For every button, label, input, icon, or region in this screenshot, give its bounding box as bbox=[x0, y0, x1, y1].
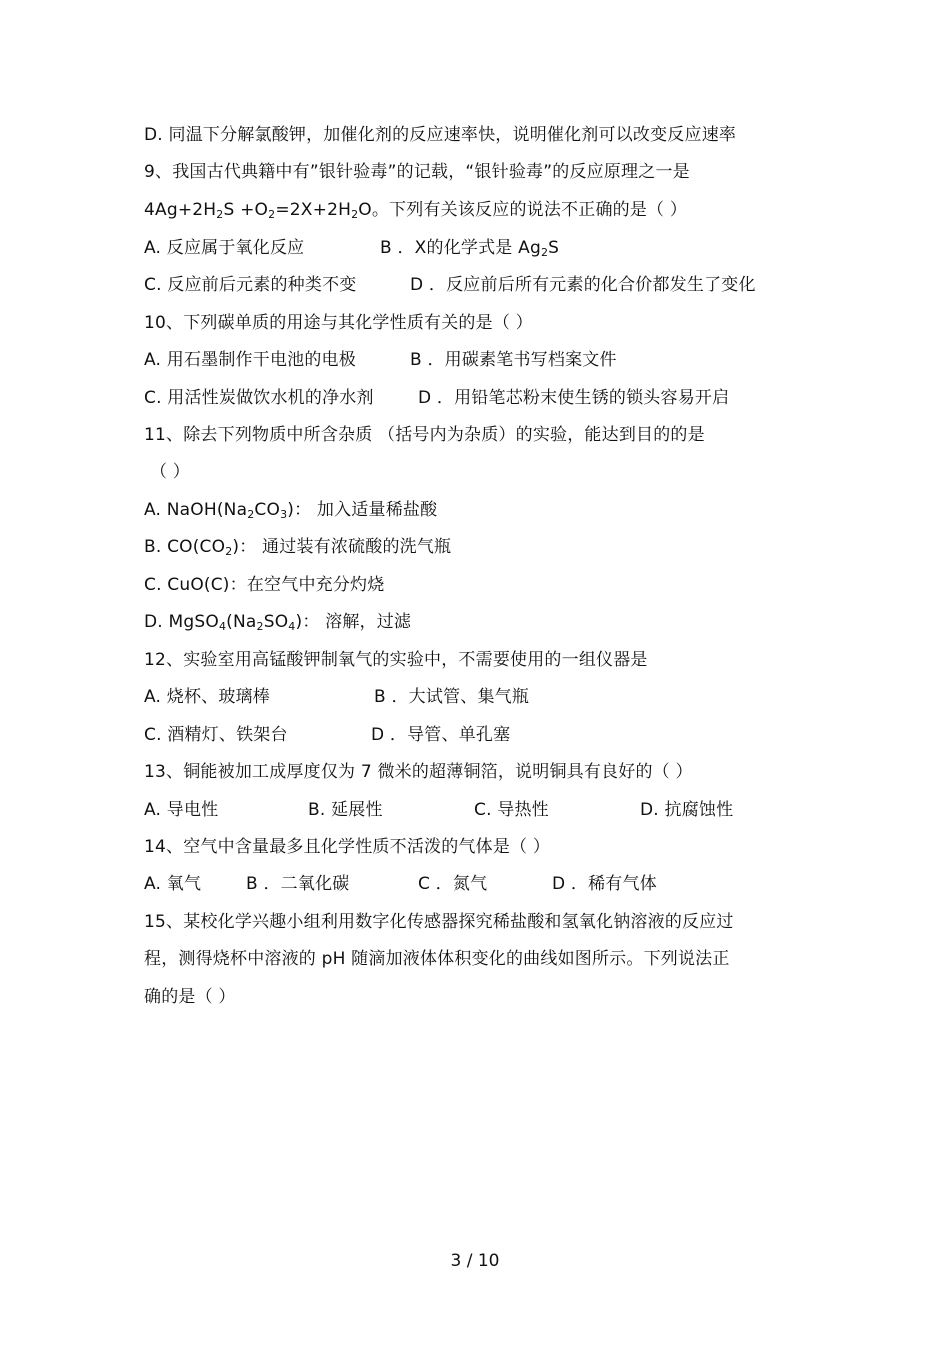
q11-option-d-part: SO bbox=[263, 612, 289, 632]
q10-option-c: C. 用活性炭做饮水机的净水剂 bbox=[144, 388, 374, 408]
q9-option-b bbox=[380, 237, 559, 264]
q9-eq-part: 4Ag+2H bbox=[144, 200, 217, 220]
q11-option-a-sub: 2 bbox=[247, 508, 255, 521]
q11-option-d-sub: 2 bbox=[256, 620, 264, 633]
q11-option-d-part: D. MgSO bbox=[144, 612, 219, 632]
q9-option-b-sub: 2 bbox=[540, 246, 549, 259]
q12-option-d: D ．导管、单孔塞 bbox=[371, 725, 511, 745]
q13-option-c: C. 导热性 bbox=[474, 800, 549, 820]
q14-option-c: C ．氮气 bbox=[418, 874, 488, 894]
q12-stem: 12、实验室用高锰酸钾制氧气的实验中，不需要使用的一组仪器是 bbox=[144, 650, 648, 670]
q14-stem: 14、空气中含量最多且化学性质不活泼的气体是（ ） bbox=[144, 837, 551, 857]
q11-option-d-sub: 4 bbox=[218, 620, 227, 633]
q10-stem: 10、下列碳单质的用途与其化学性质有关的是（ ） bbox=[144, 313, 533, 333]
q11-option-b-part: B. CO(CO bbox=[144, 537, 226, 557]
q11-option-a-part: )： 加入适量稀盐酸 bbox=[287, 500, 438, 520]
q14-option-a: A. 氧气 bbox=[144, 874, 202, 894]
q9-eq-sub: 2 bbox=[268, 208, 276, 221]
q11-stem: 11、除去下列物质中所含杂质 （括号内为杂质）的实验，能达到目的的是 bbox=[144, 425, 705, 445]
q13-option-b: B. 延展性 bbox=[308, 800, 383, 820]
q8-option-d: D. 同温下分解氯酸钾，加催化剂的反应速率快，说明催化剂可以改变反应速率 bbox=[144, 125, 737, 145]
q11-option-d-sub: 4 bbox=[288, 620, 296, 633]
q9-option-b-text: B ．X的化学式是 Ag bbox=[380, 238, 541, 258]
q9-option-a: A. 反应属于氧化反应 bbox=[144, 238, 305, 258]
q13-option-d: D. 抗腐蚀性 bbox=[640, 800, 734, 820]
q10-option-a: A. 用石墨制作干电池的电极 bbox=[144, 350, 356, 370]
q10-option-d: D ．用铅笔芯粉末使生锈的锁头容易开启 bbox=[418, 388, 730, 408]
q9-stem-line2 bbox=[144, 199, 687, 226]
page-number: 3 / 10 bbox=[450, 1251, 500, 1271]
q15-stem-line2: 程，测得烧杯中溶液的 pH 随滴加液体体积变化的曲线如图所示。下列说法正 bbox=[144, 949, 730, 969]
q9-option-d: D ．反应前后所有元素的化合价都发生了变化 bbox=[410, 275, 756, 295]
q11-option-a-part: A. NaOH(Na bbox=[144, 500, 248, 520]
q11-option-b bbox=[144, 536, 451, 563]
q14-option-d: D ．稀有气体 bbox=[552, 874, 657, 894]
q14-option-b: B ．二氧化碳 bbox=[246, 874, 350, 894]
q9-option-b-end: S bbox=[548, 238, 560, 258]
q9-eq-part: O。下列有关该反应的说法不正确的是（ ） bbox=[358, 200, 688, 220]
q9-stem-line1: 9、我国古代典籍中有”银针验毒”的记载，“银针验毒”的反应原理之一是 bbox=[144, 162, 690, 182]
q9-eq-part: =2X+2H bbox=[275, 200, 352, 220]
q11-option-d bbox=[144, 611, 411, 638]
q11-option-c: C. CuO(C)：在空气中充分灼烧 bbox=[144, 575, 385, 595]
q11-answer-paren: （ ） bbox=[150, 462, 191, 482]
q9-eq-sub: 2 bbox=[216, 208, 224, 221]
q12-option-b: B ．大试管、集气瓶 bbox=[374, 687, 530, 707]
q10-option-b: B ．用碳素笔书写档案文件 bbox=[410, 350, 617, 370]
q11-option-d-part: (Na bbox=[226, 612, 257, 632]
q11-option-a-part: CO bbox=[254, 500, 281, 520]
q11-option-b-part: )： 通过装有浓硫酸的洗气瓶 bbox=[232, 537, 452, 557]
q12-option-c: C. 酒精灯、铁架台 bbox=[144, 725, 288, 745]
q9-option-c: C. 反应前后元素的种类不变 bbox=[144, 275, 357, 295]
q11-option-d-part: )： 溶解，过滤 bbox=[295, 612, 412, 632]
q11-option-a bbox=[144, 499, 437, 526]
q15-stem-line1: 15、某校化学兴趣小组利用数字化传感器探究稀盐酸和氢氧化钠溶液的反应过 bbox=[144, 912, 734, 932]
q11-option-b-sub: 2 bbox=[225, 545, 233, 558]
q9-eq-sub: 2 bbox=[351, 208, 359, 221]
q13-option-a: A. 导电性 bbox=[144, 800, 219, 820]
q15-stem-line3: 确的是（ ） bbox=[144, 987, 236, 1007]
q12-option-a: A. 烧杯、玻璃棒 bbox=[144, 687, 270, 707]
q9-eq-part: S +O bbox=[223, 200, 269, 220]
q11-option-a-sub: 3 bbox=[280, 508, 288, 521]
q13-stem: 13、铜能被加工成厚度仅为 7 微米的超薄铜箔，说明铜具有良好的（ ） bbox=[144, 762, 693, 782]
